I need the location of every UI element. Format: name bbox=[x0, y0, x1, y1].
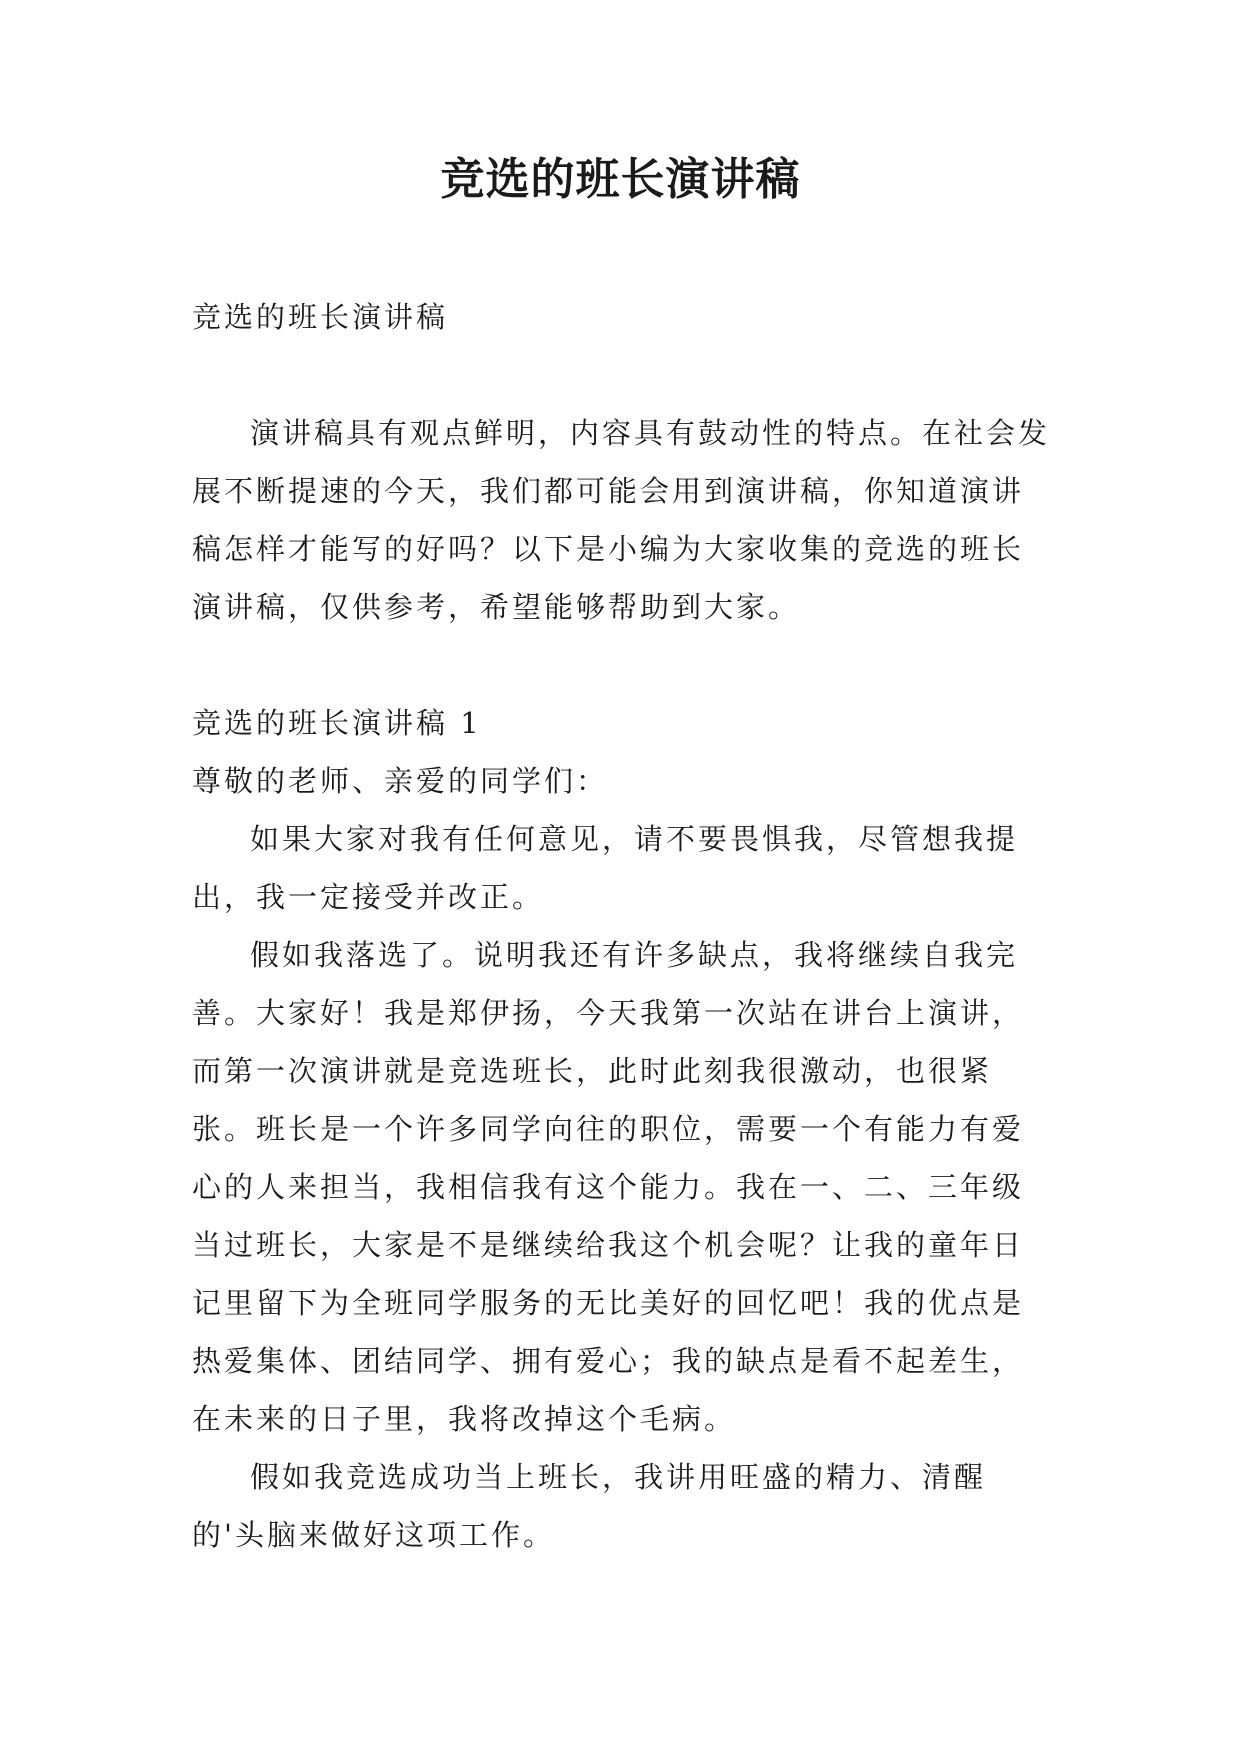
body-paragraph: 如果大家对我有任何意见，请不要畏惧我，尽管想我提出，我一定接受并改正。 bbox=[192, 822, 1019, 914]
document-subtitle: 竞选的班长演讲稿 bbox=[192, 300, 449, 334]
section-heading: 竞选的班长演讲稿 1 bbox=[192, 706, 482, 740]
greeting: 尊敬的老师、亲爱的同学们： bbox=[192, 764, 609, 798]
intro-paragraph: 演讲稿具有观点鲜明，内容具有鼓动性的特点。在社会发展不断提速的今天，我们都可能会用到演讲稿，你知道演讲稿怎样才能写的好吗？以下是小编为大家收集的竞选的班长演讲稿，仅供参考，希望能够帮助到大家。 bbox=[192, 416, 1051, 624]
body-paragraph: 假如我竞选成功当上班长，我讲用旺盛的精力、清醒的'头脑来做好这项工作。 bbox=[192, 1460, 987, 1552]
body-paragraph: 假如我落选了。说明我还有许多缺点，我将继续自我完善。大家好！我是郑伊扬，今天我第一次站在讲台上演讲，而第一次演讲就是竞选班长，此时此刻我很激动，也很紧张。班长是一个许多同学向往的职位，需要一个有能力有爱心的人来担当，我相信我有这个能力。我在一、二、三年级当过班长，大家是不是继续给我这个机会呢？让我的童年日记里留下为全班同学服务的无比美好的回忆吧！我的优点是热爱集体、团结同学、拥有爱心；我的缺点是看不起差生，在未来的日子里，我将改掉这个毛病。 bbox=[192, 938, 1025, 1436]
document-title: 竞选的班长演讲稿 bbox=[440, 154, 801, 205]
document-body bbox=[192, 288, 1054, 1564]
